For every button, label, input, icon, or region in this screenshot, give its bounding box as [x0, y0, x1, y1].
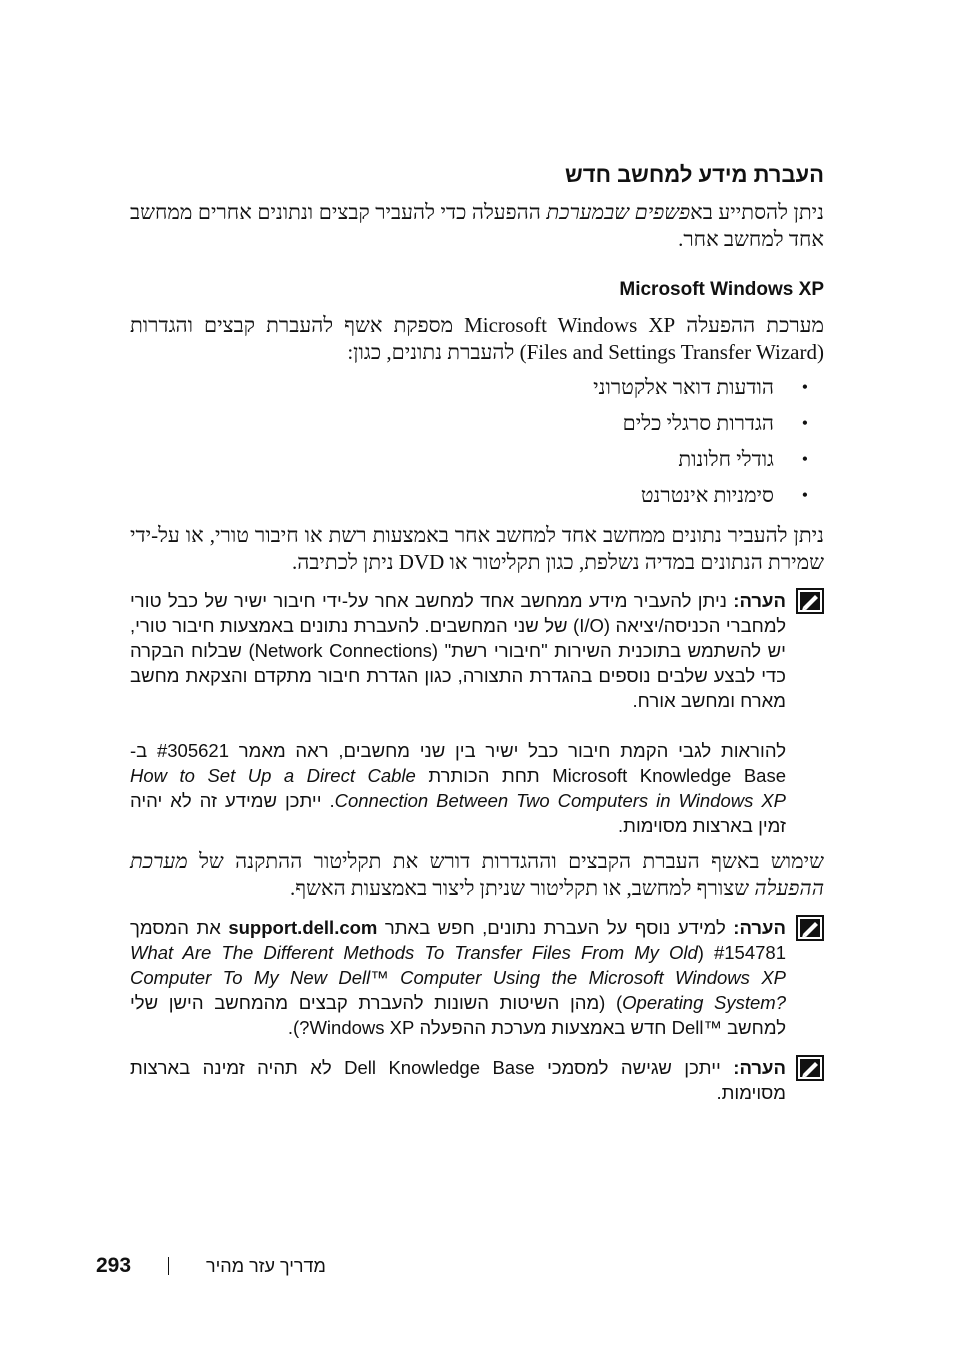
footer-divider	[168, 1257, 169, 1275]
bullet-icon: •	[801, 413, 808, 433]
xp-paragraph	[130, 312, 824, 366]
note-text	[130, 915, 786, 1040]
note-body: ייתכן שגישה למסמכי Dell Knowledge Base לא תהיה זמינה בארצות מסוימות.	[130, 1057, 786, 1103]
document-page	[130, 0, 824, 1352]
note-pencil-icon	[796, 1055, 824, 1081]
note-serial-cable	[130, 588, 824, 838]
note-knowledge-base	[130, 1055, 824, 1105]
intro-text-a: ניתן להסתייע בא	[690, 200, 824, 224]
note-pencil-icon	[796, 915, 824, 941]
xp-text-c: ) להעברת נתונים, כגון:	[347, 340, 527, 364]
article-title: How to Set Up a Direct Cable Connection Between Two Computers in Windows XP	[130, 765, 786, 811]
note-body-c: ) (מהן השיטות השונות להעברת קבצים מהמחשב הישן שלי למחשב ™Dell חדש באמצעות מערכת ההפעלה Windows XP?).	[130, 992, 786, 1038]
xp-text-a: מערכת ההפעלה	[675, 313, 824, 337]
section-title: העברת מידע למחשב חדש	[565, 162, 824, 187]
xp-text-b: מספקת אשף להעברת קבצים והגדרות (	[130, 313, 824, 364]
note-more-info	[130, 915, 824, 1040]
bullet-icon: •	[801, 485, 808, 505]
list-item: • הגדרות סרגלי כלים	[622, 411, 808, 435]
xp-wizard-name: Files and Settings Transfer Wizard	[526, 340, 817, 364]
support-site-link[interactable]: support.dell.com	[228, 917, 378, 938]
note-body-b: את המסמך #154781 (	[130, 917, 786, 963]
transfer-paragraph: ניתן להעביר נתונים ממחשב אחד למחשב אחר באמצעות רשת או חיבור טורי, או על-ידי שמירת הנתונים במדיה נשלפת, כגון תקליטור או DVD ניתן לכתיבה.	[130, 523, 824, 574]
note-text	[130, 1055, 786, 1105]
article-number: #305621	[156, 740, 230, 761]
footer-title: מדריך עזר מהיר	[206, 1256, 326, 1276]
usage-text-italic: מערכת ההפעלה	[130, 849, 824, 900]
note-label: הערה:	[733, 590, 786, 611]
document-title: What Are The Different Methods To Transfer Files From My Old Computer To My New Dell™ Computer Using the Microsoft Windows XP Operating System?	[130, 942, 786, 1013]
note-label: הערה:	[733, 917, 786, 938]
transfer-items-list	[130, 374, 824, 518]
list-item: • גודלי חלונות	[678, 447, 808, 471]
page-footer	[96, 1252, 356, 1282]
list-item: • סימניות אינטרנט	[640, 483, 808, 507]
usage-text-a: שימוש באשף העברת הקבצים וההגדרות דורש את תקליטור ההתקנה של	[187, 849, 824, 873]
note-body-b2: ב-Microsoft Knowledge Base תחת הכותרת	[130, 740, 786, 786]
note-text	[130, 588, 786, 838]
note-pencil-icon	[796, 588, 824, 614]
usage-paragraph	[130, 848, 824, 902]
usage-text-b: שצורף למחשב, או תקליטור שניתן ליצור באמצעות האשף.	[289, 876, 755, 900]
intro-text-b: ההפעלה כדי להעביר קבצים ונתונים אחרים ממחשב אחד למחשב אחר.	[130, 200, 824, 251]
bullet-icon: •	[801, 449, 808, 469]
list-item: • הודעות דואר אלקטרוני	[593, 375, 808, 399]
note-label: הערה:	[733, 1057, 786, 1078]
note-body-b1: להוראות לגבי הקמת חיבור כבל ישיר בין שני מחשבים, ראה מאמר	[229, 740, 786, 761]
note-body-a: למידע נוסף על העברת נתונים, חפש באתר	[377, 917, 734, 938]
note-body-b3: . ייתכן שמידע זה לא יהיה זמין בארצות מסוימות.	[130, 790, 786, 836]
xp-heading: Microsoft Windows XP	[619, 279, 824, 300]
xp-os-name: Microsoft Windows XP	[464, 313, 676, 337]
intro-text-italic: פשפים שבמערכת	[546, 200, 691, 224]
bullet-icon: •	[801, 377, 808, 397]
page-number: 293	[96, 1254, 132, 1277]
intro-paragraph	[130, 199, 824, 253]
note-body-a: ניתן להעביר מידע ממחשב אחד למחשב אחר על-ידי חיבור ישיר של כבל טורי למחברי הכניסה/יציאה (I/O) של שני המחשבים. להעברת נתונים באמצעות חיבור טורי, יש להשתמש בתוכנית השירות "חיבורי רשת" (Network Connections) שבלוח הבקרה כדי לבצע שלבים נוספים בהגדרת התצורה, כגון הגדרת חיבור מתקדם והצקאת מחשב מארח ומחשב אורח.	[130, 590, 786, 711]
